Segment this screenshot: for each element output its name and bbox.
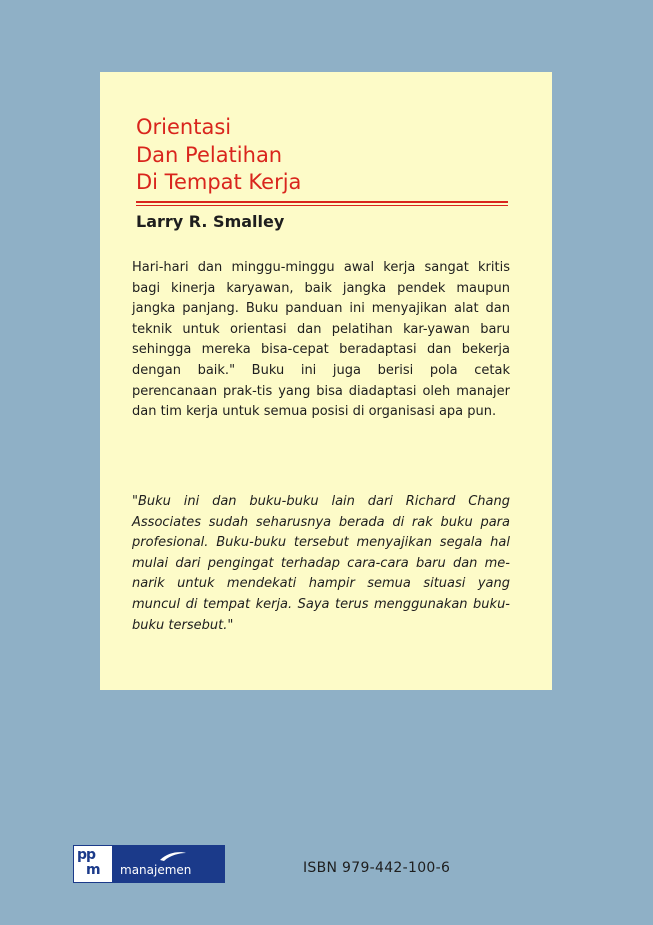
publisher-logo-mark xyxy=(74,846,114,882)
book-description: Hari-hari dan minggu-minggu awal kerja sangat kritis bagi kinerja karyawan, baik jangka pendek maupun jangka panjang. Buku panduan ini menyajikan alat dan teknik untuk orientasi dan pelatihan kar-yawan baru sehingga mereka bisa-cepat beradaptasi dan bekerja dengan baik." Buku ini juga berisi pola cetak perencanaan prak-tis yang bisa diadaptasi oleh manajer dan tim kerja untuk semua posisi di organisasi apa pun. xyxy=(132,260,510,420)
author-name: Larry R. Smalley xyxy=(136,212,285,231)
endorsement-quote: "Buku ini dan buku-buku lain dari Richard Chang Associates sudah seharusnya berada di rak buku para profesional. Buku-buku tersebut menyajikan segala hal mulai dari pengingat terhadap cara-cara baru dan me-narik untuk mendekati hampir semua situasi yang muncul di tempat kerja. Saya terus menggunakan buku-buku tersebut." xyxy=(132,494,510,633)
title-divider-thin xyxy=(136,205,508,206)
publisher-logo xyxy=(73,845,225,883)
publisher-name: manajemen xyxy=(120,863,192,877)
logo-mark-bottom: m xyxy=(86,862,101,878)
logo-mark-top: pp xyxy=(77,847,96,863)
title-line-2: Dan Pelatihan xyxy=(136,142,283,167)
book-title xyxy=(136,114,301,197)
swoosh-icon xyxy=(158,850,188,862)
isbn-number: ISBN 979-442-100-6 xyxy=(303,860,451,876)
title-divider-thick xyxy=(136,201,508,203)
title-line-3: Di Tempat Kerja xyxy=(136,170,302,194)
back-cover-panel xyxy=(100,72,552,690)
title-line-1: Orientasi xyxy=(136,115,232,139)
publisher-logo-band xyxy=(114,846,224,882)
